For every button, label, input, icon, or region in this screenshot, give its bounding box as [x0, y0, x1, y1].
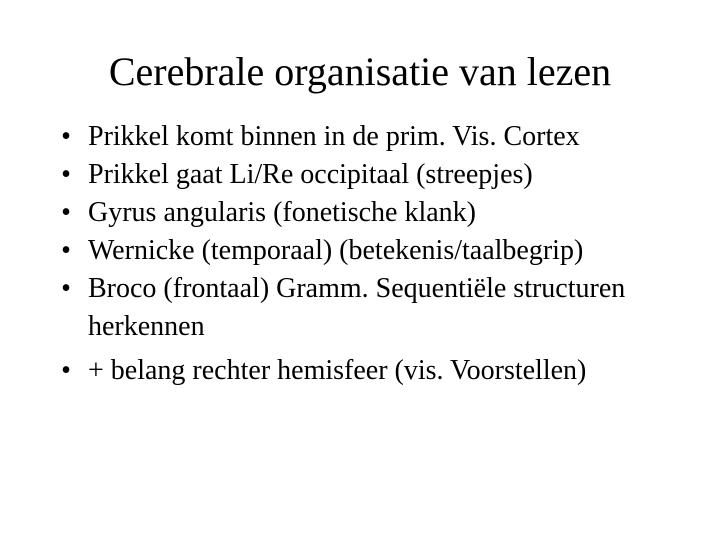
- bullet-text: Broco (frontaal) Gramm. Sequentiële structuren herkennen: [88, 273, 626, 342]
- bullet-dot-icon: •: [61, 235, 71, 266]
- bullet-dot-icon: •: [61, 197, 71, 228]
- bullet-dot-icon: •: [61, 121, 71, 152]
- bullet-item: [0, 156, 720, 194]
- bullet-list: [0, 118, 720, 390]
- bullet-text: + belang rechter hemisfeer (vis. Voorstellen): [88, 355, 587, 386]
- bullet-item: [0, 118, 720, 156]
- bullet-text: Wernicke (temporaal) (betekenis/taalbegrip): [88, 235, 584, 266]
- bullet-text: Gyrus angularis (fonetische klank): [88, 197, 476, 228]
- bullet-text: Prikkel gaat Li/Re occipitaal (streepjes): [88, 159, 533, 190]
- bullet-item: [0, 194, 720, 232]
- bullet-dot-icon: •: [61, 159, 71, 190]
- bullet-text: Prikkel komt binnen in de prim. Vis. Cortex: [88, 121, 580, 152]
- bullet-dot-icon: •: [61, 273, 71, 304]
- bullet-dot-icon: •: [61, 355, 71, 386]
- slide-title: Cerebrale organisatie van lezen: [108, 49, 612, 94]
- bullet-item: [0, 352, 720, 390]
- bullet-item: [0, 270, 720, 346]
- bullet-item: [0, 232, 720, 270]
